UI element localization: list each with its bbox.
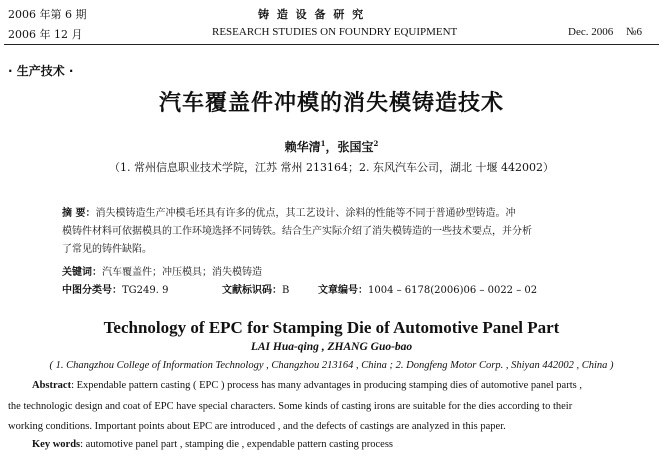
keywords-en-label: Key words [32, 439, 81, 450]
author-2-affil-mark: 2 [373, 139, 379, 148]
issue-number-en: №6 [626, 26, 642, 38]
abstract-cn-label: 摘 要： [62, 208, 96, 219]
abstract-en-label: Abstract [32, 380, 72, 391]
author-separator: ， [325, 140, 338, 154]
affiliation-cn: （1. 常州信息职业技术学院，江苏 常州 213164；2. 东风汽车公司，湖北 十堰 442002） [109, 161, 554, 174]
keywords-cn-value: 汽车覆盖件；冲压模具；消失模铸造 [102, 267, 262, 278]
author-1-cn: 赖华清 [284, 140, 321, 154]
abstract-en-line-2: the technologic design and coat of EPC have special characters. Some kinds of casting irons are suitable for the dies according to their [8, 401, 573, 412]
authors-en: LAI Hua-qing , ZHANG Guo-bao [250, 341, 413, 353]
keywords-cn-label: 关键词： [62, 267, 102, 278]
abstract-cn-line-1 [62, 204, 515, 219]
affiliation-en: ( 1. Changzhou College of Information Technology , Changzhou 213164 , China ; 2. Dongfeng Motor Corp. , Shiyan 442002 , China ) [49, 360, 614, 371]
header-rule [4, 44, 659, 45]
abstract-en-line-1 [32, 380, 582, 391]
abstract-cn-line-2: 模铸件材料可依据模具的工作环境选择不同铸铁。结合生产实际介绍了消失模铸造的一些技术要点，并分析 [62, 226, 532, 237]
article-number [318, 281, 537, 296]
document-code [222, 281, 289, 296]
abstract-en-text-1: : Expendable pattern casting ( EPC ) process has many advantages in producing stamping dies of automotive panel parts , [71, 380, 582, 391]
article-title-en: Technology of EPC for Stamping Die of Automotive Panel Part [103, 318, 560, 337]
abstract-cn-text-1: 消失模铸造生产冲模毛坯具有许多的优点，其工艺设计、涂料的性能等不同于普通砂型铸造。冲 [95, 208, 516, 219]
clc-number [62, 281, 168, 296]
abstract-en-line-3: working conditions. Important points about EPC are introduced , and the defects of castings are analyzed in this paper. [8, 421, 506, 432]
issue-date-en: Dec. 2006 [568, 26, 614, 38]
keywords-en [32, 439, 393, 450]
clc-label: 中图分类号： [62, 285, 122, 296]
section-label: · 生产技术 · [8, 64, 74, 78]
issue-date-cn: 2006 年 12 月 [8, 28, 83, 41]
journal-name-cn: 铸 造 设 备 研 究 [258, 8, 366, 21]
abstract-cn-line-3: 了常见的铸件缺陷。 [62, 244, 152, 255]
keywords-en-value: : automotive panel part , stamping die , expendable pattern casting process [80, 439, 393, 450]
clc-value: TG249. 9 [122, 285, 169, 296]
author-2-cn: 张国宝 [337, 140, 374, 154]
authors-cn [0, 138, 663, 155]
article-number-value: 1004 – 6178(2006)06 – 0022 – 02 [368, 285, 538, 296]
doc-code-label: 文献标识码： [222, 285, 282, 296]
doc-code-value: B [282, 285, 290, 296]
keywords-cn [62, 263, 262, 278]
article-title-cn: 汽车覆盖件冲模的消失模铸造技术 [158, 91, 504, 116]
journal-name-en: RESEARCH STUDIES ON FOUNDRY EQUIPMENT [212, 26, 458, 38]
article-number-label: 文章编号： [318, 285, 368, 296]
author-1-affil-mark: 1 [320, 139, 326, 148]
issue-number-cn: 2006 年第 6 期 [8, 8, 87, 21]
